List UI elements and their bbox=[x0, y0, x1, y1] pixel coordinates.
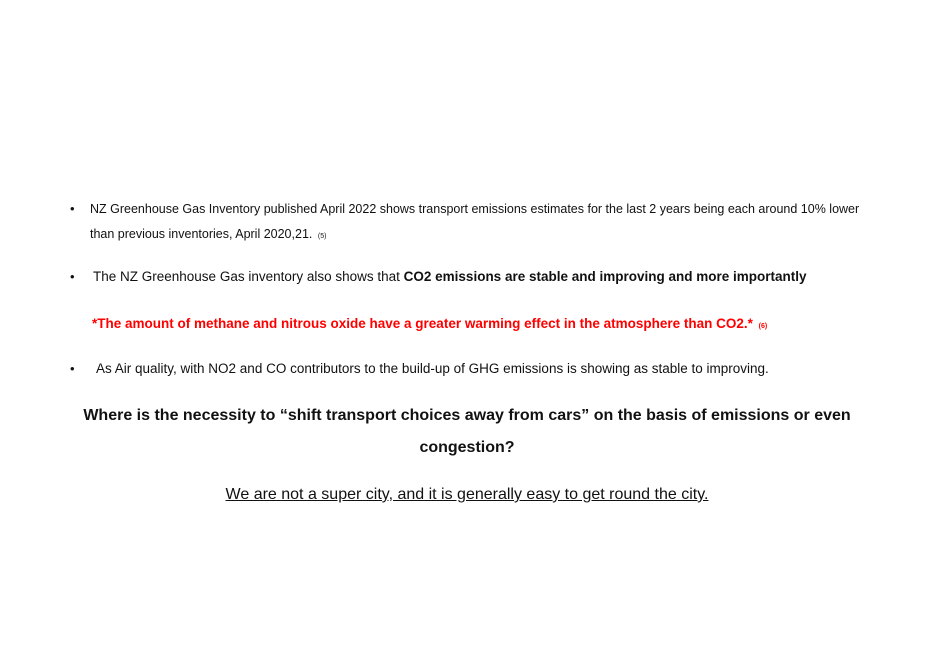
bullet-text-line: NZ Greenhouse Gas Inventory published April 2022 shows transport emissions estimates for the last 2 years being each around 10% lower bbox=[90, 202, 860, 216]
bullet-bold-text: CO2 emissions are stable and improving and more importantly bbox=[403, 269, 807, 284]
bullet-marker: • bbox=[70, 361, 75, 376]
highlight-text: *The amount of methane and nitrous oxide have a greater warming effect in the atmosphere than CO2.* bbox=[92, 316, 753, 331]
bullet-text-line bbox=[90, 227, 326, 241]
bullet-marker: • bbox=[70, 201, 75, 216]
closing-statement: We are not a super city, and it is generally easy to get round the city. bbox=[225, 486, 709, 503]
question-heading: Where is the necessity to “shift transport choices away from cars” on the basis of emissions or even congestion? bbox=[83, 407, 851, 456]
bullet-text-line bbox=[93, 269, 807, 284]
bullet-text: than previous inventories, April 2020,21. bbox=[90, 227, 313, 241]
reference-marker: (5) bbox=[317, 233, 327, 240]
bullet-marker: • bbox=[70, 269, 75, 284]
reference-marker: (6) bbox=[758, 323, 768, 330]
highlight-statement bbox=[92, 316, 767, 331]
bullet-text-line: As Air quality, with NO2 and CO contributors to the build-up of GHG emissions is showing as stable to improving. bbox=[96, 361, 769, 376]
bullet-text: The NZ Greenhouse Gas inventory also shows that bbox=[93, 269, 404, 284]
